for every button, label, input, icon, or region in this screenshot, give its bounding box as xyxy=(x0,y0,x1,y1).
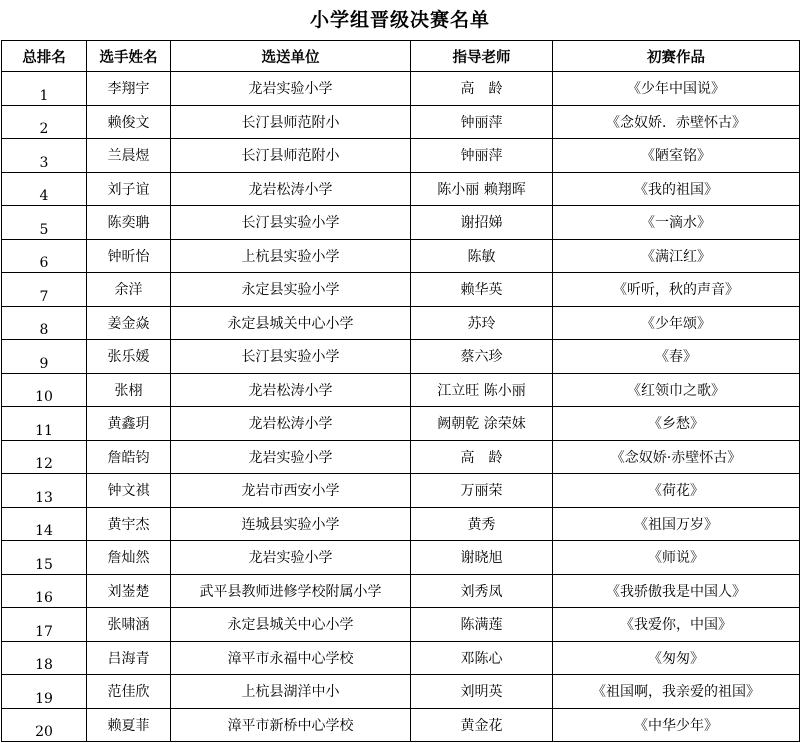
cell-rank: 8 xyxy=(2,306,87,340)
cell-unit: 龙岩实验小学 xyxy=(171,440,411,474)
cell-rank: 3 xyxy=(2,139,87,173)
table-row xyxy=(2,105,800,139)
cell-unit: 武平县教师进修学校附属小学 xyxy=(171,574,411,608)
cell-work: 《祖国万岁》 xyxy=(553,507,800,541)
cell-teacher: 陈小丽 赖翔晖 xyxy=(411,172,553,206)
cell-name: 詹皓钧 xyxy=(87,440,171,474)
table-row xyxy=(2,641,800,675)
cell-name: 钟昕怡 xyxy=(87,239,171,273)
cell-name: 黄宇杰 xyxy=(87,507,171,541)
cell-name: 詹灿然 xyxy=(87,541,171,575)
table-row xyxy=(2,574,800,608)
cell-rank: 14 xyxy=(2,507,87,541)
cell-rank: 11 xyxy=(2,407,87,441)
cell-unit: 龙岩松涛小学 xyxy=(171,373,411,407)
cell-work: 《一滴水》 xyxy=(553,206,800,240)
table-row xyxy=(2,239,800,273)
table-row xyxy=(2,440,800,474)
header-work: 初赛作品 xyxy=(553,41,800,72)
cell-name: 张乐媛 xyxy=(87,340,171,374)
cell-rank: 5 xyxy=(2,206,87,240)
cell-teacher: 蔡六珍 xyxy=(411,340,553,374)
table-row xyxy=(2,608,800,642)
cell-rank: 9 xyxy=(2,340,87,374)
table-header-row xyxy=(2,41,800,72)
cell-work: 《师说》 xyxy=(553,541,800,575)
cell-work: 《我骄傲我是中国人》 xyxy=(553,574,800,608)
cell-work: 《少年颂》 xyxy=(553,306,800,340)
cell-name: 陈奕聃 xyxy=(87,206,171,240)
cell-name: 余洋 xyxy=(87,273,171,307)
cell-name: 兰晨煜 xyxy=(87,139,171,173)
table-row xyxy=(2,474,800,508)
cell-work: 《匆匆》 xyxy=(553,641,800,675)
cell-name: 张啸涵 xyxy=(87,608,171,642)
cell-teacher: 谢晓旭 xyxy=(411,541,553,575)
cell-unit: 龙岩松涛小学 xyxy=(171,407,411,441)
cell-unit: 长汀县师范附小 xyxy=(171,139,411,173)
cell-teacher: 邓陈心 xyxy=(411,641,553,675)
cell-name: 李翔宇 xyxy=(87,72,171,106)
cell-work: 《我的祖国》 xyxy=(553,172,800,206)
cell-name: 吕海青 xyxy=(87,641,171,675)
cell-work: 《中华少年》 xyxy=(553,708,800,742)
cell-work: 《少年中国说》 xyxy=(553,72,800,106)
table-row xyxy=(2,675,800,709)
cell-rank: 6 xyxy=(2,239,87,273)
cell-teacher: 万丽荣 xyxy=(411,474,553,508)
cell-rank: 20 xyxy=(2,708,87,742)
cell-work: 《乡愁》 xyxy=(553,407,800,441)
cell-teacher: 江立旺 陈小丽 xyxy=(411,373,553,407)
table-row xyxy=(2,206,800,240)
cell-name: 刘崟楚 xyxy=(87,574,171,608)
header-rank: 总排名 xyxy=(2,41,87,72)
cell-teacher: 刘明英 xyxy=(411,675,553,709)
cell-teacher: 谢招娣 xyxy=(411,206,553,240)
cell-teacher: 陈满莲 xyxy=(411,608,553,642)
cell-work: 《听听，秋的声音》 xyxy=(553,273,800,307)
header-unit: 选送单位 xyxy=(171,41,411,72)
cell-work: 《念奴娇·赤壁怀古》 xyxy=(553,440,800,474)
cell-rank: 19 xyxy=(2,675,87,709)
cell-unit: 上杭县实验小学 xyxy=(171,239,411,273)
cell-unit: 永定县城关中心小学 xyxy=(171,306,411,340)
table-row xyxy=(2,407,800,441)
cell-work: 《我爱你，中国》 xyxy=(553,608,800,642)
cell-unit: 长汀县师范附小 xyxy=(171,105,411,139)
table-row xyxy=(2,541,800,575)
cell-teacher: 高 龄 xyxy=(411,72,553,106)
cell-unit: 漳平市永福中心学校 xyxy=(171,641,411,675)
cell-work: 《祖国啊，我亲爱的祖国》 xyxy=(553,675,800,709)
table-row xyxy=(2,306,800,340)
cell-unit: 龙岩市西安小学 xyxy=(171,474,411,508)
cell-name: 范佳欣 xyxy=(87,675,171,709)
cell-name: 姜金焱 xyxy=(87,306,171,340)
cell-teacher: 高 龄 xyxy=(411,440,553,474)
cell-work: 《春》 xyxy=(553,340,800,374)
cell-rank: 18 xyxy=(2,641,87,675)
table-row xyxy=(2,72,800,106)
cell-rank: 15 xyxy=(2,541,87,575)
table-row xyxy=(2,273,800,307)
table-row xyxy=(2,340,800,374)
cell-unit: 连城县实验小学 xyxy=(171,507,411,541)
table-row xyxy=(2,708,800,742)
cell-teacher: 陈敏 xyxy=(411,239,553,273)
cell-work: 《陋室铭》 xyxy=(553,139,800,173)
cell-teacher: 黄金花 xyxy=(411,708,553,742)
cell-unit: 龙岩实验小学 xyxy=(171,541,411,575)
cell-unit: 漳平市新桥中心学校 xyxy=(171,708,411,742)
cell-name: 赖俊文 xyxy=(87,105,171,139)
cell-unit: 长汀县实验小学 xyxy=(171,340,411,374)
cell-unit: 永定县实验小学 xyxy=(171,273,411,307)
cell-teacher: 黄秀 xyxy=(411,507,553,541)
cell-unit: 龙岩实验小学 xyxy=(171,72,411,106)
cell-rank: 16 xyxy=(2,574,87,608)
cell-work: 《红领巾之歌》 xyxy=(553,373,800,407)
cell-name: 刘子谊 xyxy=(87,172,171,206)
cell-teacher: 阙朝乾 涂荣妹 xyxy=(411,407,553,441)
page-title: 小学组晋级决赛名单 xyxy=(309,9,490,31)
header-name: 选手姓名 xyxy=(87,41,171,72)
cell-rank: 13 xyxy=(2,474,87,508)
cell-rank: 2 xyxy=(2,105,87,139)
cell-rank: 4 xyxy=(2,172,87,206)
cell-work: 《荷花》 xyxy=(553,474,800,508)
table-row xyxy=(2,172,800,206)
finalists-table xyxy=(1,40,800,742)
cell-rank: 17 xyxy=(2,608,87,642)
cell-unit: 永定县城关中心小学 xyxy=(171,608,411,642)
cell-rank: 1 xyxy=(2,72,87,106)
table-row xyxy=(2,139,800,173)
cell-rank: 7 xyxy=(2,273,87,307)
cell-rank: 12 xyxy=(2,440,87,474)
table-row xyxy=(2,507,800,541)
cell-name: 黄鑫玥 xyxy=(87,407,171,441)
table-body xyxy=(2,72,800,742)
cell-name: 张栩 xyxy=(87,373,171,407)
cell-teacher: 钟丽萍 xyxy=(411,139,553,173)
cell-work: 《念奴娇．赤壁怀古》 xyxy=(553,105,800,139)
cell-unit: 长汀县实验小学 xyxy=(171,206,411,240)
cell-teacher: 钟丽萍 xyxy=(411,105,553,139)
cell-name: 钟文祺 xyxy=(87,474,171,508)
cell-unit: 龙岩松涛小学 xyxy=(171,172,411,206)
cell-unit: 上杭县湖洋中小 xyxy=(171,675,411,709)
cell-rank: 10 xyxy=(2,373,87,407)
header-teacher: 指导老师 xyxy=(411,41,553,72)
cell-teacher: 苏玲 xyxy=(411,306,553,340)
cell-teacher: 刘秀凤 xyxy=(411,574,553,608)
cell-teacher: 赖华英 xyxy=(411,273,553,307)
cell-name: 赖夏菲 xyxy=(87,708,171,742)
cell-work: 《满江红》 xyxy=(553,239,800,273)
table-row xyxy=(2,373,800,407)
